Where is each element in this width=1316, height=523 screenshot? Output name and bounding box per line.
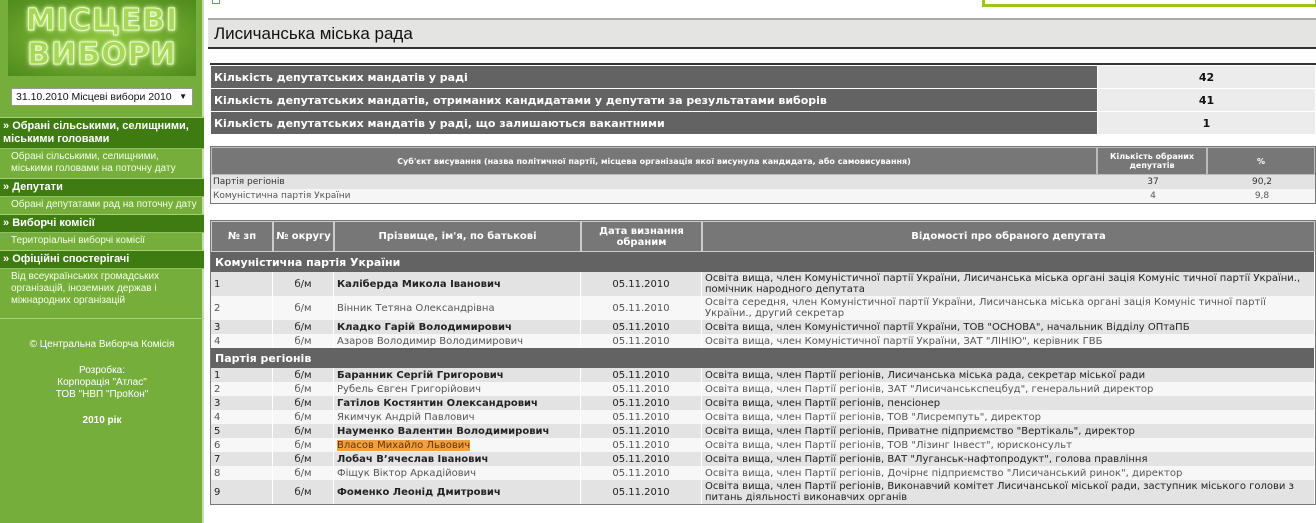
deputy-name[interactable]: Кладко Гарій Володимирович [337, 321, 512, 333]
col-header-number: № зп [211, 221, 273, 252]
menu-header-observers[interactable]: » Офіційні спостерігачі [0, 250, 204, 268]
deputy-name-cell [334, 424, 581, 438]
deputy-name[interactable]: Лобач В’ячеслав Іванович [337, 453, 489, 465]
dev-label: Розробка: [78, 365, 126, 376]
deputy-date: 05.11.2010 [581, 382, 702, 396]
deputy-number: 9 [211, 480, 273, 504]
deputy-district: б/м [273, 334, 334, 348]
deputy-district: б/м [273, 410, 334, 424]
deputy-number: 5 [211, 424, 273, 438]
party-group-name: Комуністична партія України [211, 252, 1315, 272]
col-header-count: Кількість обраних депутатів [1097, 147, 1207, 175]
deputy-row [211, 382, 1315, 396]
deputy-info: Освіта вища, член Партії регіонів, ВАТ "Луганськ-нафтопродукт", голова правління [702, 452, 1315, 466]
deputy-name-cell [334, 296, 581, 320]
deputy-name[interactable]: Власов Михайло Львович [337, 439, 471, 451]
summary-label: Кількість депутатських мандатів у раді, що залишаються вакантними [211, 112, 1097, 134]
deputy-number: 2 [211, 382, 273, 396]
deputies-table [210, 220, 1316, 505]
deputy-district: б/м [273, 368, 334, 382]
deputy-row [211, 272, 1315, 296]
deputy-info: Освіта вища, член Партії регіонів, пенсіонер [702, 396, 1315, 410]
deputy-date: 05.11.2010 [581, 368, 702, 382]
deputy-name-cell [334, 334, 581, 348]
deputy-info: Освіта вища, член Партії регіонів, ЗАТ "Лисичанськспецбуд", генеральний директор [702, 382, 1315, 396]
col-header-party: Суб'єкт висування (назва політичної партії, місцева організація якої висунула кандидата, або самовисування) [211, 147, 1097, 175]
deputy-district: б/м [273, 480, 334, 504]
page-title: Лисичанська міська рада [208, 18, 1316, 49]
deputy-date: 05.11.2010 [581, 272, 702, 296]
deputy-date: 05.11.2010 [581, 438, 702, 452]
deputy-number: 8 [211, 466, 273, 480]
deputy-name[interactable]: Фоменко Леонід Дмитрович [337, 486, 501, 498]
dev-company-1: Корпорація "Атлас" [57, 377, 147, 388]
deputy-district: б/м [273, 272, 334, 296]
deputy-name-cell [334, 396, 581, 410]
menu-header-deputies[interactable]: » Депутати [0, 178, 204, 196]
deputy-number: 1 [211, 272, 273, 296]
deputy-district: б/м [273, 424, 334, 438]
deputy-district: б/м [273, 438, 334, 452]
deputy-name[interactable]: Рубель Євген Григорійович [337, 383, 482, 395]
dev-company-2: ТОВ "НВП "ПроКон" [55, 389, 149, 400]
party-percent: 9,8 [1207, 189, 1315, 203]
election-select-value: 31.10.2010 Місцеві вибори 2010 [16, 91, 172, 103]
deputy-name[interactable]: Якимчук Андрій Павлович [337, 411, 475, 423]
col-header-info: Відомості про обраного депутата [702, 221, 1315, 252]
menu-header-commissions[interactable]: » Виборчі комісії [0, 214, 204, 232]
election-select[interactable] [11, 88, 193, 106]
deputy-row [211, 438, 1315, 452]
deputy-date: 05.11.2010 [581, 396, 702, 410]
deputy-info: Освіта вища, член Партії регіонів, ТОВ "Лізинг Інвест", юрисконсульт [702, 438, 1315, 452]
deputy-number: 3 [211, 320, 273, 334]
deputy-row [211, 334, 1315, 348]
summary-label: Кількість депутатських мандатів, отриманих кандидатами у депутати за результатами виборів [211, 89, 1097, 111]
deputy-district: б/м [273, 296, 334, 320]
deputy-date: 05.11.2010 [581, 452, 702, 466]
elections-logo[interactable] [8, 0, 196, 76]
deputy-info: Освіта вища, член Комуністичної партії України, ЗАТ "ЛІНІЮ", керівник ГВБ [702, 334, 1315, 348]
party-group-row [211, 348, 1315, 368]
summary-row [211, 66, 1315, 88]
sidebar-divider [0, 318, 204, 319]
menu-header-label: Обрані сільськими, селищними, міськими головами [3, 120, 189, 145]
deputy-info: Освіта вища, член Партії регіонів, Лисичанська міська рада, секретар міської ради [702, 368, 1315, 382]
party-group-row [211, 252, 1315, 272]
menu-header-label: Депутати [12, 181, 63, 193]
deputy-name-cell [334, 466, 581, 480]
deputy-name-cell [334, 368, 581, 382]
deputy-name-cell [334, 320, 581, 334]
deputy-name[interactable]: Вінник Тетяна Олександрівна [337, 302, 495, 314]
deputy-number: 2 [211, 296, 273, 320]
deputy-name-cell [334, 452, 581, 466]
deputy-name-cell [334, 410, 581, 424]
deputy-row [211, 396, 1315, 410]
party-percent: 90,2 [1207, 175, 1315, 189]
deputy-name[interactable]: Азаров Володимир Володимирович [337, 335, 524, 347]
party-row [211, 189, 1315, 203]
deputy-name[interactable]: Баранник Сергій Григорович [337, 369, 504, 381]
deputy-district: б/м [273, 452, 334, 466]
deputy-number: 3 [211, 396, 273, 410]
summary-value: 1 [1098, 112, 1315, 134]
deputy-row [211, 320, 1315, 334]
year: 2010 рік [82, 415, 122, 426]
dropdown-arrow-icon: ▼ [179, 92, 187, 101]
col-header-name: Прізвище, ім'я, по батькові [334, 221, 581, 252]
deputy-name[interactable]: Науменко Валентин Володимирович [337, 425, 550, 437]
deputy-number: 4 [211, 334, 273, 348]
deputy-date: 05.11.2010 [581, 334, 702, 348]
copyright: © Центральна Виборча Комісія [29, 339, 175, 350]
page-icon [212, 0, 220, 4]
party-name: Партія регіонів [211, 175, 1097, 189]
deputy-row [211, 466, 1315, 480]
deputy-info: Освіта вища, член Партії регіонів, Виконавчий комітет Лисичанської міської ради, заступник міського голови з питань діяльності виконавчих органів [702, 480, 1315, 504]
deputy-date: 05.11.2010 [581, 296, 702, 320]
summary-label: Кількість депутатських мандатів у раді [211, 66, 1097, 88]
deputy-info: Освіта вища, член Комуністичної партії України, ТОВ "ОСНОВА", начальник Відділу ОПтаПБ [702, 320, 1315, 334]
deputy-row [211, 410, 1315, 424]
search-input[interactable] [982, 0, 1316, 7]
deputy-info: Освіта вища, член Партії регіонів, Приватне підприємство "Вертікаль", директор [702, 424, 1315, 438]
deputy-district: б/м [273, 396, 334, 410]
menu-header-heads[interactable]: » Обрані сільськими, селищними, міськими головами [0, 117, 204, 148]
deputy-name-cell [334, 438, 581, 452]
deputy-number: 1 [211, 368, 273, 382]
deputy-date: 05.11.2010 [581, 410, 702, 424]
sidebar [0, 0, 204, 523]
deputy-row [211, 296, 1315, 320]
deputy-name-cell [334, 382, 581, 396]
deputy-name-cell [334, 272, 581, 296]
summary-row [211, 89, 1315, 111]
deputy-info: Освіта вища, член Партії регіонів, Дочірнє підприємство "Лисичанський ринок", директор [702, 466, 1315, 480]
summary-value: 42 [1098, 66, 1315, 88]
deputy-row [211, 368, 1315, 382]
menu-item-observers-orgs[interactable]: Від всеукраїнських громадських організацій, іноземних держав і міжнародних організацій [0, 268, 204, 310]
mandates-summary-table [210, 63, 1316, 135]
deputy-district: б/м [273, 382, 334, 396]
summary-row [211, 112, 1315, 134]
menu-header-label: Виборчі комісії [12, 217, 95, 229]
party-name: Комуністична партія України [211, 189, 1097, 203]
deputy-name-cell [334, 480, 581, 504]
deputy-row [211, 424, 1315, 438]
logo-text-1: МІСЦЕВІ [25, 3, 179, 38]
logo-text-2: ВИБОРИ [27, 37, 177, 72]
deputy-row [211, 452, 1315, 466]
menu-item-territorial-commissions[interactable]: Територіальні виборчі комісії [0, 232, 204, 250]
deputy-number: 6 [211, 438, 273, 452]
party-count: 4 [1097, 189, 1207, 203]
deputy-number: 4 [211, 410, 273, 424]
party-row [211, 175, 1315, 189]
deputy-date: 05.11.2010 [581, 320, 702, 334]
deputy-row [211, 480, 1315, 504]
deputy-name[interactable]: Каліберда Микола Іванович [337, 278, 501, 290]
deputy-name[interactable]: Гатілов Костянтин Олександрович [337, 397, 538, 409]
deputy-number: 7 [211, 452, 273, 466]
party-count: 37 [1097, 175, 1207, 189]
party-group-name: Партія регіонів [211, 348, 1315, 368]
menu-item-deputies-current[interactable]: Обрані депутатами рад на поточну дату [0, 196, 204, 214]
deputy-district: б/м [273, 466, 334, 480]
deputy-date: 05.11.2010 [581, 480, 702, 504]
deputy-info: Освіта вища, член Партії регіонів, ТОВ "Лисремпуть", директор [702, 410, 1315, 424]
col-header-percent: % [1207, 147, 1315, 175]
deputy-name[interactable]: Фіщук Віктор Аркадійович [337, 467, 477, 479]
col-header-district: № округу [273, 221, 334, 252]
menu-item-heads-current[interactable]: Обрані сільськими, селищними, міськими головами на поточну дату [0, 148, 204, 178]
deputy-info: Освіта вища, член Комуністичної партії України, Лисичанська міська органі зація Комуніс тичної партії України., помічник народного депутата [702, 272, 1315, 296]
menu-header-label: Офіційні спостерігачі [12, 253, 130, 265]
parties-table [210, 146, 1316, 204]
summary-value: 41 [1098, 89, 1315, 111]
deputy-info: Освіта середня, член Комуністичної партії України, Лисичанська міська органі зація Комуніс тичної партії України., другий секретар [702, 296, 1315, 320]
deputy-district: б/м [273, 320, 334, 334]
deputy-date: 05.11.2010 [581, 466, 702, 480]
col-header-date: Дата визнання обраним [581, 221, 702, 252]
deputy-date: 05.11.2010 [581, 424, 702, 438]
